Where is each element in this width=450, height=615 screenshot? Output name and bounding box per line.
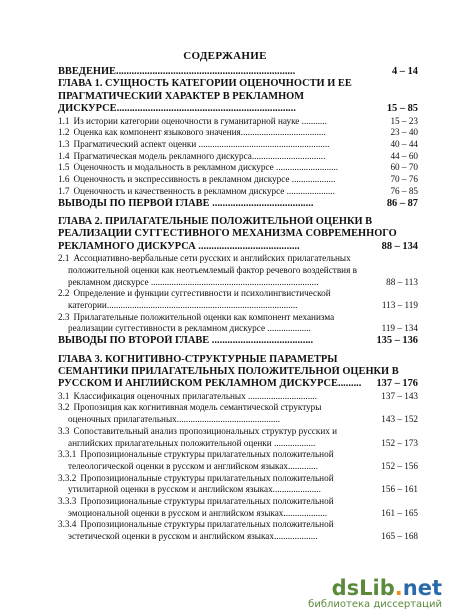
watermark — [308, 577, 442, 611]
toc-page-range: 23 – 40 — [390, 127, 418, 138]
toc-entry-text: эстетической оценки в русском и английском языках................... — [68, 531, 318, 542]
toc-heading-line — [58, 78, 418, 90]
toc-entry-line — [58, 461, 418, 473]
toc-entry-line — [58, 402, 418, 414]
toc-entry-text: телеологической оценки в русском и английском языках............. — [68, 460, 318, 471]
toc-page-range: 70 – 76 — [390, 174, 418, 185]
toc-heading-line — [58, 91, 418, 103]
toc-entry-line — [58, 508, 418, 520]
toc-entry-text: утилитарной оценки в русском и английском языках..................... — [68, 484, 321, 495]
toc-entry-text: реализации суггестивности в рекламном дискурсе ................... — [68, 323, 311, 334]
toc-page-range: 135 – 136 — [376, 335, 418, 347]
toc-heading-line — [58, 335, 418, 347]
toc-heading-line — [58, 228, 418, 240]
toc-entry-line — [58, 414, 418, 426]
toc-entry-number: 3.3.2 — [58, 472, 77, 483]
toc-section — [58, 66, 418, 210]
toc-entry-line — [58, 186, 418, 198]
page-title: СОДЕРЖАНИЕ — [183, 50, 267, 62]
toc-entry-line — [58, 496, 418, 508]
toc-entry-text: Пропозиция как когнитивная модель семантической структуры — [73, 402, 322, 413]
toc-entry-number: 3.2 — [58, 402, 70, 413]
toc-entry-line — [58, 449, 418, 461]
toc-entry-text: Из истории категории оценочности в гуманитарной науке ........... — [73, 115, 327, 126]
toc-entry-text: Классификация оценочных прилагательных .............................. — [73, 390, 317, 401]
toc-page-range: 4 – 14 — [392, 66, 418, 77]
toc-heading-line — [58, 241, 418, 253]
toc-entry-number: 1.7 — [58, 185, 70, 196]
toc-entry-line — [58, 300, 418, 312]
toc-entry-number: 3.3.1 — [58, 449, 77, 460]
toc-heading-line — [58, 66, 418, 78]
toc-page-range: 76 – 85 — [390, 185, 418, 196]
toc-heading-line — [58, 216, 418, 228]
toc-entry-text: ГЛАВА 3. КОГНИТИВНО-СТРУКТУРНЫЕ ПАРАМЕТРЫ — [58, 353, 338, 365]
toc-entry-line — [58, 438, 418, 450]
toc-heading-line — [58, 103, 418, 115]
toc-entry-number: 2.1 — [58, 253, 70, 264]
toc-entry-text: оценочных прилагательных............................................. — [68, 414, 281, 425]
toc-entry-text: Оценка как компонент языкового значения..................................... — [73, 127, 326, 138]
toc-page-range: 15 – 85 — [386, 103, 418, 115]
toc-entry-number: 1.4 — [58, 150, 70, 161]
toc-heading-line — [58, 366, 418, 378]
toc-page-range: 88 – 134 — [381, 240, 418, 252]
toc-entry-text: ГЛАВА 2. ПРИЛАГАТЕЛЬНЫЕ ПОЛОЖИТЕЛЬНОЙ ОЦЕНКИ В — [58, 215, 373, 227]
toc-entry-line — [58, 519, 418, 531]
toc-entry-line — [58, 531, 418, 543]
toc-page-range: 165 – 168 — [381, 531, 418, 542]
toc-entry-text: Сопоставительный анализ пропозициональных структур русских и — [73, 425, 338, 436]
toc-entry-line — [58, 174, 418, 186]
toc-page-range: 119 – 134 — [381, 323, 418, 334]
toc-entry-line — [58, 288, 418, 300]
toc-entry-text: Пропозициональные структуры прилагательных положительной — [80, 472, 334, 483]
toc-entry-number: 3.3 — [58, 425, 70, 436]
toc-entry-number: 1.2 — [58, 127, 70, 138]
toc-entry-text: Оценочность и качественность в рекламном дискурсе ..................... — [73, 185, 335, 196]
toc-entry-line — [58, 139, 418, 151]
toc-page-range: 152 – 173 — [381, 437, 418, 448]
toc-entry-text: РЕКЛАМНОГО ДИСКУРСА ....................................... — [58, 240, 300, 252]
toc-page-range: 152 – 156 — [381, 460, 418, 471]
toc-page-range: 44 – 60 — [390, 150, 418, 161]
toc-entry-line — [58, 162, 418, 174]
toc-entry-text: Прагматический аспект оценки ......................................................... — [73, 139, 330, 150]
toc-entry-text: английских прилагательных положительной оценки .................. — [68, 437, 316, 448]
toc-entry-text: ГЛАВА 1. СУЩНОСТЬ КАТЕГОРИИ ОЦЕНОЧНОСТИ И ЕЕ — [58, 78, 352, 90]
toc-page-range: 137 – 176 — [376, 378, 418, 390]
toc-heading-line — [58, 198, 418, 210]
toc-entry-text: Определение и функции суггестивности и психолингвистической — [73, 288, 331, 299]
toc-page-range: 161 – 165 — [381, 507, 418, 518]
toc-entry-line — [58, 253, 418, 265]
toc-entry-line — [58, 484, 418, 496]
toc-entry-text: эмоциональной оценки в русском и английском языках................... — [68, 507, 328, 518]
toc-entry-text: РЕАЛИЗАЦИИ СУГГЕСТИВНОГО МЕХАНИЗМА СОВРЕМЕННОГО — [58, 228, 397, 240]
table-of-contents — [58, 66, 418, 549]
toc-entry-text: ДИСКУРСЕ..................................................................... — [58, 103, 296, 115]
toc-entry-number: 1.6 — [58, 174, 70, 185]
toc-entry-number: 3.1 — [58, 390, 70, 401]
toc-heading-line — [58, 378, 418, 390]
watermark-subtitle: библиотека диссертаций — [308, 599, 442, 610]
toc-entry-text: Ассоциативно-вербальные сети русских и английских прилагательных — [73, 253, 351, 264]
toc-entry-number: 1.3 — [58, 139, 70, 150]
toc-entry-text: Оценочность и модальность в рекламном дискурсе ........................... — [73, 162, 339, 173]
toc-entry-line — [58, 116, 418, 128]
toc-entry-line — [58, 151, 418, 163]
toc-entry-line — [58, 426, 418, 438]
toc-entry-line — [58, 265, 418, 277]
toc-entry-number: 3.3.4 — [58, 519, 77, 530]
toc-entry-line — [58, 323, 418, 335]
toc-entry-text: Пропозициональные структуры прилагательных положительной — [80, 496, 334, 507]
toc-entry-text: Оценочность и экспрессивность в рекламном дискурсе ................... — [73, 174, 336, 185]
toc-entry-text: СЕМАНТИКИ ПРИЛАГАТЕЛЬНЫХ ПОЛОЖИТЕЛЬНОЙ ОЦЕНКИ В — [58, 365, 399, 377]
toc-section — [58, 216, 418, 348]
toc-entry-text: ВЫВОДЫ ПО ПЕРВОЙ ГЛАВЕ ....................................... — [58, 197, 314, 209]
toc-page-range: 60 – 70 — [390, 162, 418, 173]
toc-entry-text: Прилагательные положительной оценки как компонент механизма — [73, 311, 335, 322]
toc-page-range: 88 – 113 — [386, 276, 418, 287]
toc-entry-text: ПРАГМАТИЧЕСКИЙ ХАРАКТЕР В РЕКЛАМНОМ — [58, 90, 305, 102]
toc-entry-text: положительной оценки как неотъемлемый фактор речевого воздействия в — [68, 264, 357, 275]
toc-entry-number: 2.2 — [58, 288, 70, 299]
toc-section — [58, 354, 418, 543]
toc-page-range: 40 – 44 — [390, 139, 418, 150]
toc-entry-text: ВЫВОДЫ ПО ВТОРОЙ ГЛАВЕ ....................................... — [58, 335, 314, 347]
toc-entry-line — [58, 473, 418, 485]
toc-page-range: 137 – 143 — [381, 390, 418, 401]
toc-entry-number: 1.1 — [58, 115, 70, 126]
toc-entry-text: Пропозициональные структуры прилагательных положительной — [80, 519, 334, 530]
toc-entry-line — [58, 391, 418, 403]
toc-page-range: 15 – 23 — [390, 115, 418, 126]
toc-page-range: 113 – 119 — [381, 299, 418, 310]
toc-entry-text: Прагматическая модель рекламного дискурса................................ — [73, 150, 326, 161]
toc-entry-text: рекламном дискурсе ......................................................................... — [68, 276, 319, 287]
watermark-logo: dsLib.net — [331, 576, 442, 600]
toc-entry-text: категории................................................................................... — [68, 299, 298, 310]
toc-page-range: 143 – 152 — [381, 414, 418, 425]
toc-entry-number: 2.3 — [58, 311, 70, 322]
toc-entry-text: РУССКОМ И АНГЛИЙСКОМ РЕКЛАМНОМ ДИСКУРСЕ......... — [58, 378, 362, 390]
toc-entry-text: ВВЕДЕНИЕ..................................................................... — [58, 66, 296, 77]
toc-heading-line — [58, 354, 418, 366]
toc-entry-text: Пропозициональные структуры прилагательных положительной — [80, 449, 334, 460]
toc-page-range: 156 – 161 — [381, 484, 418, 495]
toc-entry-number: 1.5 — [58, 162, 70, 173]
toc-entry-line — [58, 312, 418, 324]
toc-entry-number: 3.3.3 — [58, 496, 77, 507]
toc-entry-line — [58, 127, 418, 139]
toc-page-range: 86 – 87 — [386, 197, 418, 209]
toc-entry-line — [58, 277, 418, 289]
